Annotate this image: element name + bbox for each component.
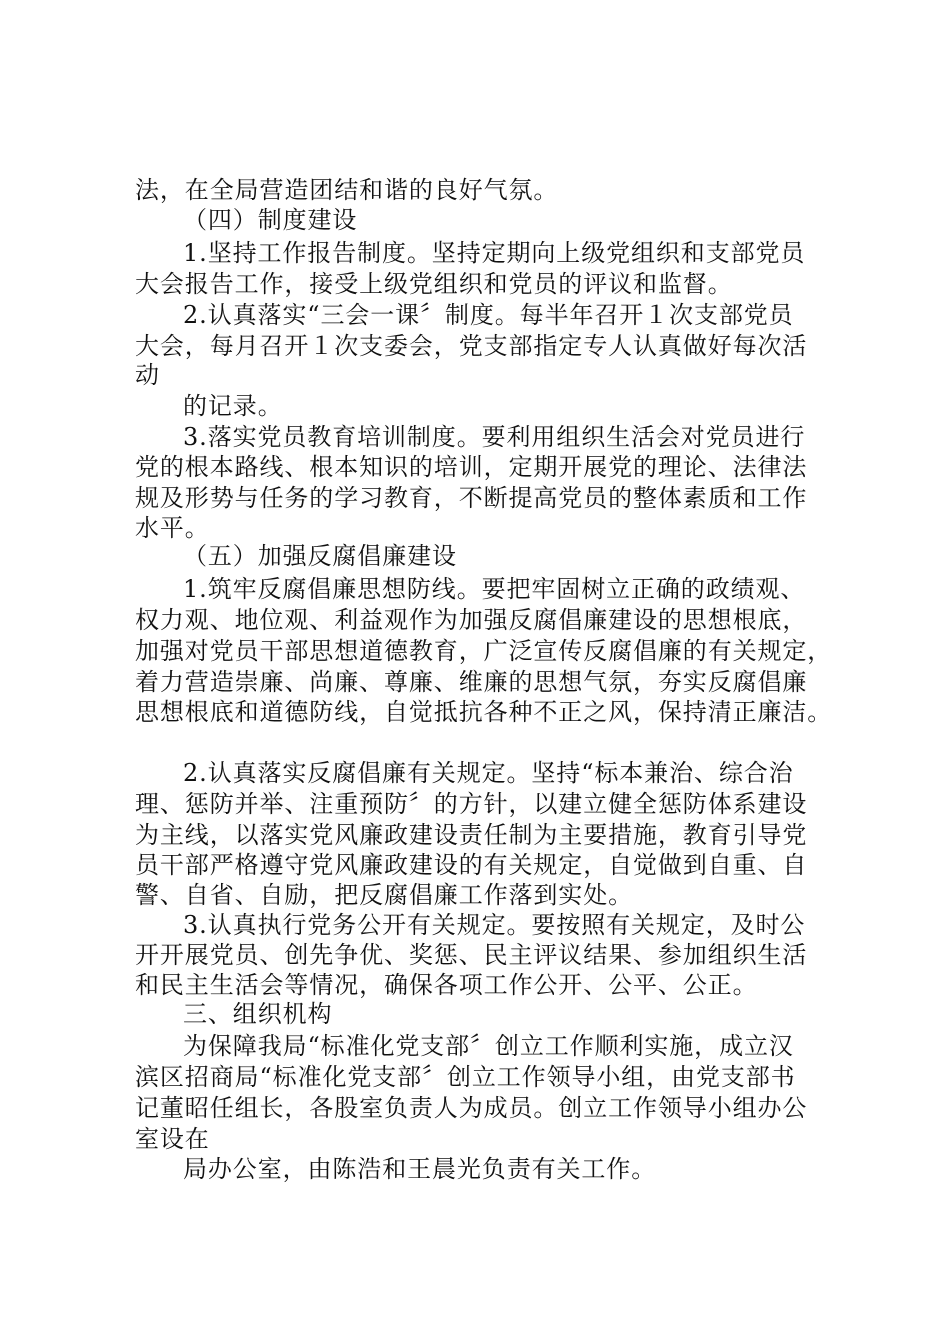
text-line: 规及形势与任务的学习教育，不断提高党员的整体素质和工作 <box>135 484 808 512</box>
text-line: 滨区招商局“标准化党支部〞创立工作领导小组，由党支部书 <box>135 1063 796 1091</box>
text-line: 2.认真落实反腐倡廉有关规定。坚持“标本兼治、综合治 <box>183 759 794 787</box>
text-line: 警、自省、自励，把反腐倡廉工作落到实处。 <box>135 881 633 909</box>
text-line: 法，在全局营造团结和谐的良好气氛。 <box>135 176 559 204</box>
text-line: 着力营造崇廉、尚廉、尊廉、维廉的思想气氛，夯实反腐倡廉 <box>135 668 808 696</box>
section-heading: 三、组织机构 <box>183 1000 333 1028</box>
text-line: 1.筑牢反腐倡廉思想防线。要把牢固树立正确的政绩观、 <box>183 575 806 603</box>
text-line: 记董昭任组长，各股室负责人为成员。创立工作领导小组办公 <box>135 1094 808 1122</box>
text-line: 的记录。 <box>183 392 283 420</box>
text-line: 大会报告工作，接受上级党组织和党员的评议和监督。 <box>135 270 733 298</box>
text-line: 党的根本路线、根本知识的培训，定期开展党的理论、法律法 <box>135 453 808 481</box>
text-line: 员干部严格遵守党风廉政建设的有关规定，自觉做到自重、自 <box>135 851 808 879</box>
text-line: 局办公室，由陈浩和王晨光负责有关工作。 <box>183 1155 657 1183</box>
text-line: 思想根底和道德防线，自觉抵抗各种不正之风，保持清正廉洁。 <box>135 698 833 726</box>
text-line: 开开展党员、创先争优、奖惩、民主评议结果、参加组织生活 <box>135 941 808 969</box>
text-line: 室设在 <box>135 1125 210 1153</box>
text-line: 为主线，以落实党风廉政建设责任制为主要措施，教育引导党 <box>135 821 808 849</box>
text-line: 3.认真执行党务公开有关规定。要按照有关规定，及时公 <box>183 911 806 939</box>
text-line: 1.坚持工作报告制度。坚持定期向上级党组织和支部党员 <box>183 239 806 267</box>
text-line: 2.认真落实“三会一课〞制度。每半年召开１次支部党员 <box>183 301 794 329</box>
section-heading: （五）加强反腐倡廉建设 <box>183 542 457 570</box>
text-line: 水平。 <box>135 514 210 542</box>
text-line: 理、惩防并举、注重预防〞的方针，以建立健全惩防体系建设 <box>135 790 808 818</box>
text-line: 为保障我局“标准化党支部〞创立工作顺利实施，成立汉 <box>183 1032 794 1060</box>
text-line: 动 <box>135 361 160 389</box>
text-line: 大会，每月召开１次支委会，党支部指定专人认真做好每次活 <box>135 332 808 360</box>
text-line: 3.落实党员教育培训制度。要利用组织生活会对党员进行 <box>183 423 806 451</box>
text-line: 加强对党员干部思想道德教育，广泛宣传反腐倡廉的有关规定， <box>135 637 833 665</box>
text-line: 和民主生活会等情况，确保各项工作公开、公平、公正。 <box>135 971 758 999</box>
section-heading: （四）制度建设 <box>183 206 358 234</box>
text-line: 权力观、地位观、利益观作为加强反腐倡廉建设的思想根底， <box>135 606 808 634</box>
